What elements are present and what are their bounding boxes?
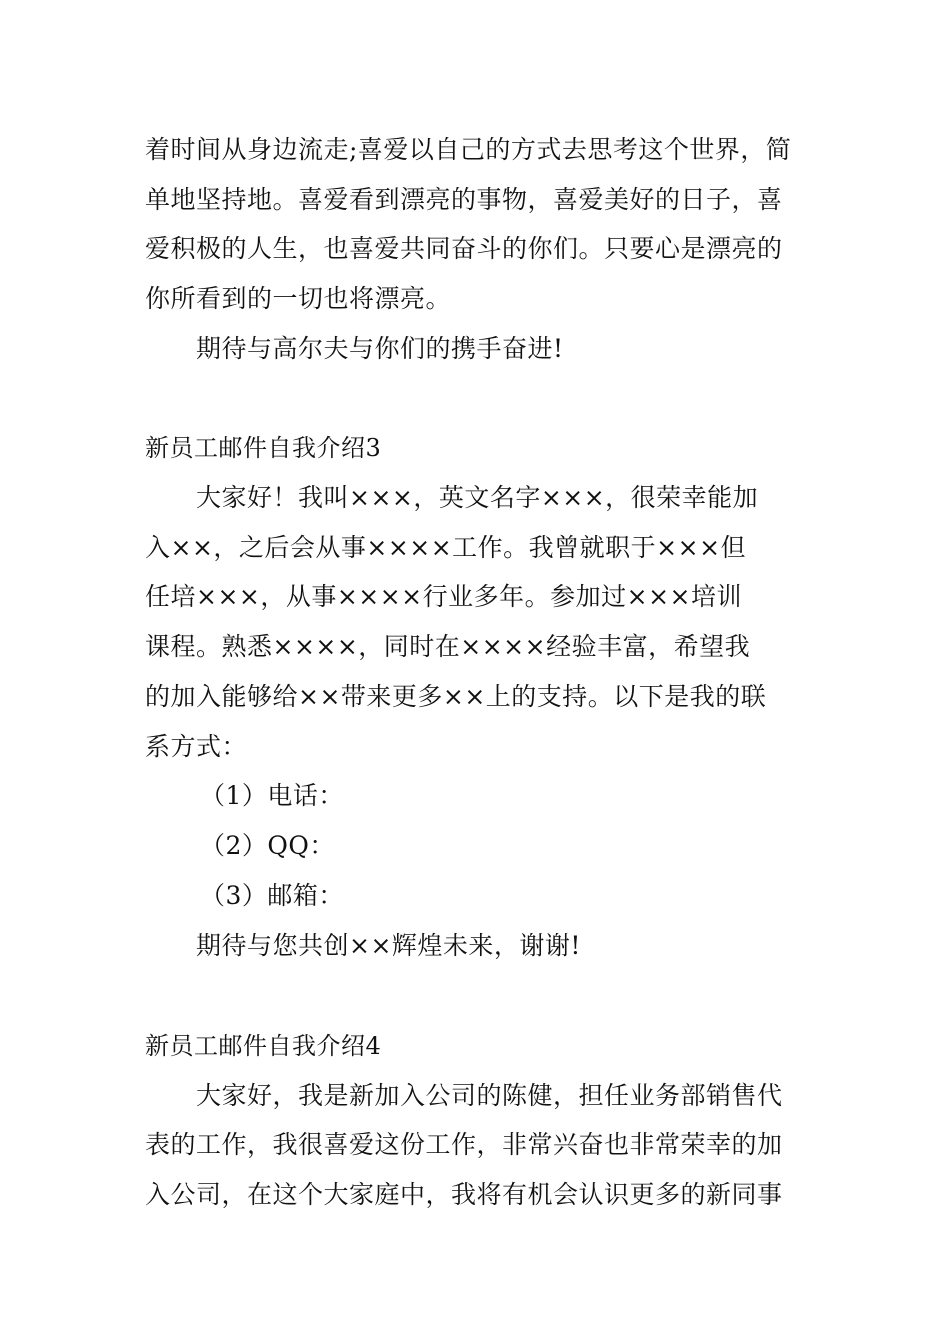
- section-title: 新员工邮件自我介绍3: [145, 434, 382, 462]
- section-title: 新员工邮件自我介绍4: [145, 1032, 382, 1060]
- paragraph-line: 的加入能够给××带来更多××上的支持。以下是我的联: [145, 682, 767, 711]
- paragraph-line: 表的工作，我很喜爱这份工作，非常兴奋也非常荣幸的加: [145, 1130, 783, 1159]
- paragraph-line: 系方式：: [145, 732, 248, 761]
- paragraph-line: 单地坚持地。喜爱看到漂亮的事物，喜爱美好的日子，喜: [145, 185, 783, 214]
- contact-item: （3）邮箱：: [200, 881, 344, 910]
- paragraph-line: 着时间从身边流走;喜爱以自己的方式去思考这个世界，简: [145, 135, 792, 164]
- paragraph-line: 你所看到的一切也将漂亮。: [145, 284, 452, 313]
- paragraph-line: 入××，之后会从事××××工作。我曾就职于×××但: [145, 533, 747, 562]
- contact-item: （1）电话：: [200, 781, 344, 810]
- paragraph-line: 任培×××，从事××××行业多年。参加过×××培训: [145, 582, 742, 611]
- paragraph-closing: 期待与您共创××辉煌未来，谢谢!: [196, 931, 581, 960]
- paragraph-line: 大家好，我是新加入公司的陈健，担任业务部销售代: [196, 1081, 783, 1110]
- paragraph-line: 入公司，在这个大家庭中，我将有机会认识更多的新同事: [145, 1180, 783, 1209]
- paragraph-closing: 期待与高尔夫与你们的携手奋进!: [196, 334, 564, 363]
- paragraph-line: 课程。熟悉××××，同时在××××经验丰富，希望我: [145, 632, 751, 661]
- contact-item: （2）QQ：: [200, 831, 335, 860]
- paragraph-line: 爱积极的人生，也喜爱共同奋斗的你们。只要心是漂亮的: [145, 234, 783, 263]
- paragraph-line: 大家好！我叫×××，英文名字×××，很荣幸能加: [196, 483, 759, 512]
